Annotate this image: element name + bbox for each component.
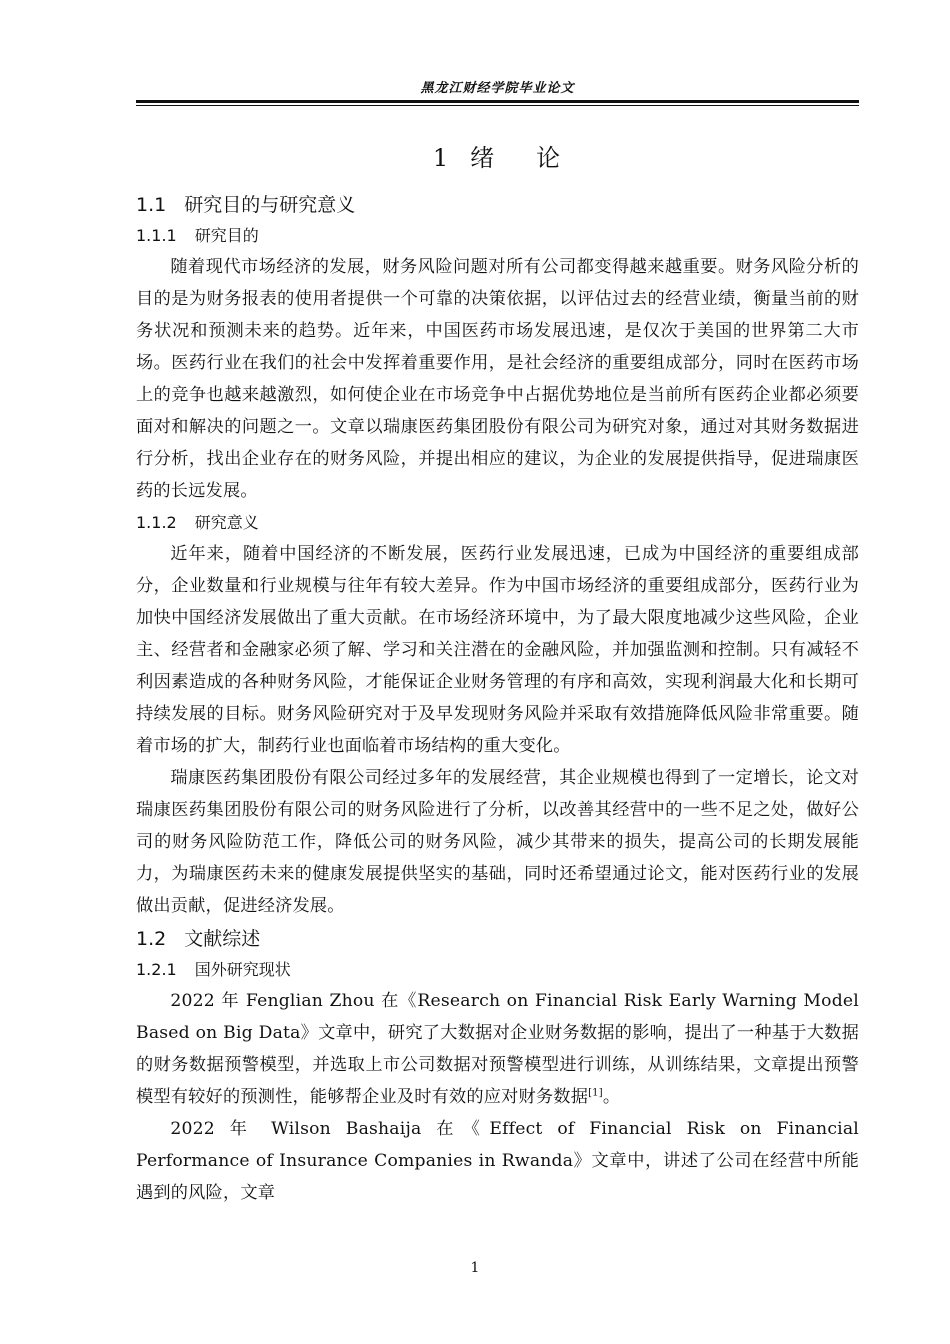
- section-title: 研究目的与研究意义: [184, 194, 356, 216]
- paragraph-foreign-research-1: [136, 985, 859, 1113]
- subsection-title: 研究目的: [194, 226, 259, 245]
- section-title: 文献综述: [184, 928, 261, 950]
- subsection-title: 国外研究现状: [194, 960, 291, 979]
- subsection-number: 1.1.2: [136, 513, 177, 532]
- subsection-number: 1.2.1: [136, 960, 177, 979]
- section-heading-1-2: [136, 924, 859, 954]
- chapter-title: [136, 140, 859, 176]
- running-header: 黑龙江财经学院毕业论文: [420, 81, 575, 96]
- paragraph-research-significance-1: 近年来，随着中国经济的不断发展，医药行业发展迅速，已成为中国经济的重要组成部分，企业数量和行业规模与往年有较大差异。作为中国市场经济的重要组成部分，医药行业为加快中国经济发展做出了重大贡献。在市场经济环境中，为了最大限度地减少这些风险，企业主、经营者和金融家必须了解、学习和关注潜在的金融风险，并加强监测和控制。只有减轻不利因素造成的各种财务风险，才能保证企业财务管理的有序和高效，实现利润最大化和长期可持续发展的目标。财务风险研究对于及早发现财务风险并采取有效措施降低风险非常重要。随着市场的扩大，制药行业也面临着市场结构的重大变化。: [136, 544, 859, 756]
- subsection-title: 研究意义: [194, 513, 259, 532]
- citation-marker: [1]: [588, 1087, 603, 1099]
- subsection-heading-1-1-2: [136, 509, 859, 536]
- chapter-title-char-2: 论: [536, 144, 563, 172]
- paragraph-text-end: 。: [602, 1087, 621, 1107]
- paragraph-research-purpose: 随着现代市场经济的发展，财务风险问题对所有公司都变得越来越重要。财务风险分析的目的是为财务报表的使用者提供一个可靠的决策依据，以评估过去的经营业绩，衡量当前的财务状况和预测未来的趋势。近年来，中国医药市场发展迅速，是仅次于美国的世界第二大市场。医药行业在我们的社会中发挥着重要作用，是社会经济的重要组成部分，同时在医药市场上的竞争也越来越激烈，如何使企业在市场竞争中占据优势地位是当前所有医药企业都必须要面对和解决的问题之一。文章以瑞康医药集团股份有限公司为研究对象，通过对其财务数据进行分析，找出企业存在的财务风险，并提出相应的建议，为企业的发展提供指导，促进瑞康医药的长远发展。: [136, 257, 859, 501]
- paragraph-text: 2022 年 Fenglian Zhou 在《Research on Financial Risk Early Warning Model Based on Big Data》文章中，研究了大数据对企业财务数据的影响，提出了一种基于大数据的财务数据预警模型，并选取上市公司数据对预警模型进行训练，从训练结果，文章提出预警模型有较好的预测性，能够帮企业及时有效的应对财务数据: [136, 991, 859, 1107]
- section-number: 1.1: [136, 194, 167, 216]
- page-number: 1: [470, 1260, 480, 1276]
- header-rule-thin: [136, 105, 859, 106]
- section-heading-1-1: [136, 190, 859, 220]
- chapter-number: 1: [432, 144, 451, 172]
- section-number: 1.2: [136, 928, 167, 950]
- paragraph-foreign-research-2: 2022 年 Wilson Bashaija 在《Effect of Financial Risk on Financial Performance of Insurance Companies in Rwanda》文章中，讲述了公司在经营中所能遇到的风险，文章: [136, 1119, 859, 1203]
- page-body: [136, 140, 859, 1209]
- subsection-heading-1-1-1: [136, 222, 859, 249]
- header-rule-thick: [136, 100, 859, 103]
- paragraph-research-significance-2: 瑞康医药集团股份有限公司经过多年的发展经营，其企业规模也得到了一定增长，论文对瑞康医药集团股份有限公司的财务风险进行了分析，以改善其经营中的一些不足之处，做好公司的财务风险防范工作，降低公司的财务风险，减少其带来的损失，提高公司的长期发展能力，为瑞康医药未来的健康发展提供坚实的基础，同时还希望通过论文，能对医药行业的发展做出贡献，促进经济发展。: [136, 768, 859, 916]
- chapter-title-char-1: 绪: [470, 144, 497, 172]
- subsection-heading-1-2-1: [136, 956, 859, 983]
- subsection-number: 1.1.1: [136, 226, 177, 245]
